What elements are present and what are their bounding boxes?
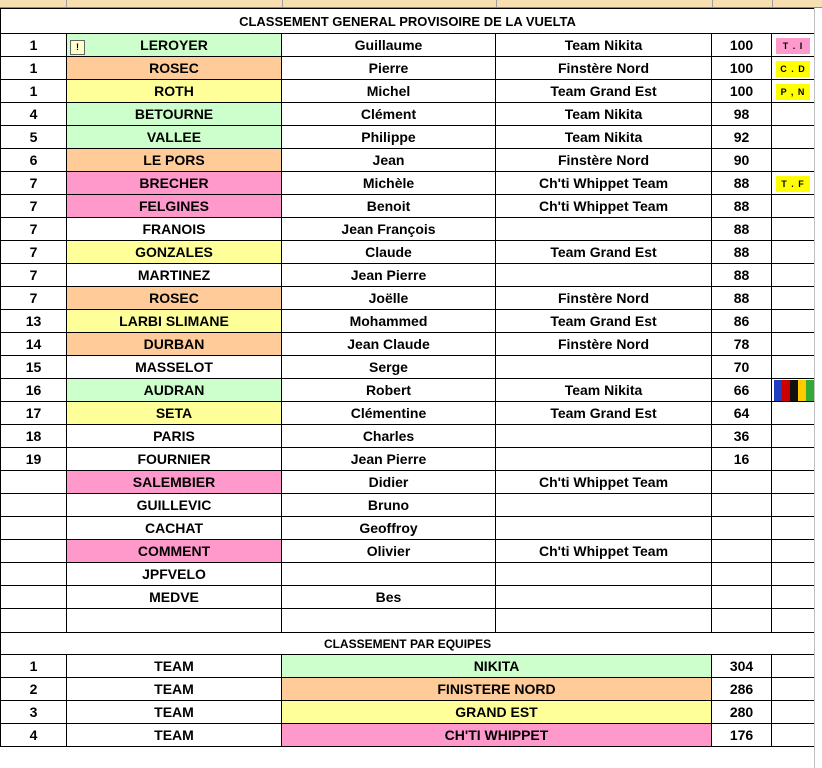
team-rank-cell[interactable]: 2 (1, 678, 67, 701)
points-cell[interactable]: 70 (712, 356, 772, 379)
firstname-cell[interactable]: Michel (282, 80, 496, 103)
team-cell[interactable] (496, 586, 712, 609)
firstname-cell[interactable]: Jean Pierre (282, 264, 496, 287)
rank-cell[interactable]: 7 (1, 264, 67, 287)
points-cell[interactable]: 88 (712, 264, 772, 287)
surname-cell[interactable]: MASSELOT (67, 356, 282, 379)
team-cell[interactable]: Finstère Nord (496, 149, 712, 172)
empty-cell[interactable] (772, 678, 815, 701)
firstname-cell[interactable]: Olivier (282, 540, 496, 563)
rider-row (1, 126, 815, 149)
points-cell[interactable]: 100 (712, 34, 772, 57)
team-cell[interactable] (496, 425, 712, 448)
sheet-right-edge (814, 8, 822, 768)
firstname-cell[interactable]: Claude (282, 241, 496, 264)
surname-cell[interactable]: DURBAN (67, 333, 282, 356)
surname-cell[interactable]: PARIS (67, 425, 282, 448)
rider-row (1, 103, 815, 126)
badge-cell[interactable] (772, 80, 815, 103)
team-rank-cell[interactable]: 4 (1, 724, 67, 747)
rider-row (1, 195, 815, 218)
empty-cell[interactable] (712, 609, 772, 633)
rank-cell[interactable]: 19 (1, 448, 67, 471)
points-cell[interactable]: 36 (712, 425, 772, 448)
team-label-cell[interactable]: TEAM (67, 655, 282, 678)
firstname-cell[interactable]: Michèle (282, 172, 496, 195)
team-name-cell[interactable]: FINISTERE NORD (282, 678, 712, 701)
surname-cell[interactable]: LE PORS (67, 149, 282, 172)
team-label-cell[interactable]: TEAM (67, 678, 282, 701)
badge-cell[interactable] (772, 34, 815, 57)
rank-cell[interactable]: 16 (1, 379, 67, 402)
rank-cell[interactable]: 7 (1, 195, 67, 218)
points-cell[interactable]: 66 (712, 379, 772, 402)
badge-cell[interactable] (772, 218, 815, 241)
empty-cell[interactable] (282, 609, 496, 633)
team-cell[interactable] (496, 517, 712, 540)
empty-cell[interactable] (772, 609, 815, 633)
team-points-cell[interactable]: 176 (712, 724, 772, 747)
rank-cell[interactable]: 1 (1, 34, 67, 57)
badge-cell[interactable] (772, 379, 815, 402)
badge-cell[interactable] (772, 563, 815, 586)
jersey-badge: T . F (776, 176, 810, 192)
team-cell[interactable]: Team Grand Est (496, 310, 712, 333)
badge-cell[interactable] (772, 149, 815, 172)
badge-cell[interactable] (772, 310, 815, 333)
rider-row (1, 563, 815, 586)
general-ranking-title[interactable]: CLASSEMENT GENERAL PROVISOIRE DE LA VUELTA (1, 9, 815, 34)
empty-cell[interactable] (772, 655, 815, 678)
team-cell[interactable]: Ch'ti Whippet Team (496, 195, 712, 218)
rider-row (1, 34, 815, 57)
surname-cell[interactable]: SALEMBIER (67, 471, 282, 494)
surname-cell[interactable]: ROSEC (67, 57, 282, 80)
badge-cell[interactable] (772, 264, 815, 287)
rider-row (1, 287, 815, 310)
team-cell[interactable]: Team Nikita (496, 126, 712, 149)
rider-row (1, 57, 815, 80)
team-name-cell[interactable]: CH'TI WHIPPET (282, 724, 712, 747)
team-cell[interactable]: Finstère Nord (496, 287, 712, 310)
surname-cell[interactable]: GONZALES (67, 241, 282, 264)
surname-cell[interactable]: GUILLEVIC (67, 494, 282, 517)
rider-row (1, 540, 815, 563)
badge-cell[interactable] (772, 126, 815, 149)
rank-cell[interactable]: 7 (1, 218, 67, 241)
team-cell[interactable]: Team Grand Est (496, 80, 712, 103)
surname-cell[interactable]: FRANOIS (67, 218, 282, 241)
team-row (1, 655, 815, 678)
team-row (1, 701, 815, 724)
rider-row (1, 310, 815, 333)
surname-cell[interactable]: BRECHER (67, 172, 282, 195)
badge-cell[interactable] (772, 356, 815, 379)
team-label-cell[interactable]: TEAM (67, 724, 282, 747)
firstname-cell[interactable]: Jean François (282, 218, 496, 241)
badge-cell[interactable] (772, 333, 815, 356)
team-cell[interactable]: Team Grand Est (496, 241, 712, 264)
surname-cell[interactable]: LEROYER (67, 34, 282, 57)
surname-cell[interactable]: FELGINES (67, 195, 282, 218)
team-row (1, 678, 815, 701)
rank-cell[interactable]: 6 (1, 149, 67, 172)
team-cell[interactable]: Team Nikita (496, 379, 712, 402)
firstname-cell[interactable]: Joëlle (282, 287, 496, 310)
surname-cell[interactable]: BETOURNE (67, 103, 282, 126)
points-cell[interactable] (712, 563, 772, 586)
team-cell[interactable] (496, 494, 712, 517)
jersey-badge: P , N (776, 84, 810, 100)
points-cell[interactable]: 86 (712, 310, 772, 333)
points-cell[interactable] (712, 471, 772, 494)
team-rank-cell[interactable]: 3 (1, 701, 67, 724)
flag-stripe (798, 380, 806, 401)
team-cell[interactable]: Finstère Nord (496, 333, 712, 356)
jersey-badge: C . D (776, 61, 810, 77)
firstname-cell[interactable]: Philippe (282, 126, 496, 149)
surname-cell[interactable]: COMMENT (67, 540, 282, 563)
rider-row (1, 494, 815, 517)
firstname-cell[interactable]: Charles (282, 425, 496, 448)
surname-cell[interactable]: MARTINEZ (67, 264, 282, 287)
rank-cell[interactable]: 18 (1, 425, 67, 448)
rider-row (1, 218, 815, 241)
empty-cell[interactable] (496, 609, 712, 633)
team-cell[interactable] (496, 563, 712, 586)
surname-cell[interactable]: SETA (67, 402, 282, 425)
empty-cell[interactable] (1, 609, 67, 633)
rider-row (1, 356, 815, 379)
points-cell[interactable]: 64 (712, 402, 772, 425)
rider-row (1, 425, 815, 448)
surname-cell[interactable]: AUDRAN (67, 379, 282, 402)
rider-row (1, 517, 815, 540)
surname-cell[interactable]: JPFVELO (67, 563, 282, 586)
rank-cell[interactable]: 13 (1, 310, 67, 333)
team-cell[interactable]: Ch'ti Whippet Team (496, 540, 712, 563)
rank-cell[interactable] (1, 563, 67, 586)
firstname-cell[interactable]: Benoit (282, 195, 496, 218)
firstname-cell[interactable]: Bes (282, 586, 496, 609)
jersey-badge: T . I (776, 38, 810, 54)
rider-row (1, 264, 815, 287)
badge-cell[interactable] (772, 402, 815, 425)
firstname-cell[interactable]: Jean Pierre (282, 448, 496, 471)
badge-cell[interactable] (772, 103, 815, 126)
points-cell[interactable]: 16 (712, 448, 772, 471)
badge-cell[interactable] (772, 448, 815, 471)
firstname-cell[interactable]: Jean (282, 149, 496, 172)
rider-row (1, 241, 815, 264)
badge-cell[interactable] (772, 586, 815, 609)
ranking-table (0, 8, 815, 747)
rank-cell[interactable] (1, 494, 67, 517)
rank-cell[interactable] (1, 540, 67, 563)
team-points-cell[interactable]: 280 (712, 701, 772, 724)
points-cell[interactable] (712, 494, 772, 517)
firstname-cell[interactable]: Clément (282, 103, 496, 126)
rider-row (1, 80, 815, 103)
rank-cell[interactable]: 1 (1, 80, 67, 103)
badge-cell[interactable] (772, 195, 815, 218)
flag-stripe (782, 380, 790, 401)
firstname-cell[interactable]: Robert (282, 379, 496, 402)
team-cell[interactable]: Team Nikita (496, 34, 712, 57)
points-cell[interactable]: 88 (712, 287, 772, 310)
points-cell[interactable]: 98 (712, 103, 772, 126)
team-name-cell[interactable]: GRAND EST (282, 701, 712, 724)
points-cell[interactable]: 88 (712, 172, 772, 195)
badge-cell[interactable] (772, 471, 815, 494)
points-cell[interactable]: 92 (712, 126, 772, 149)
badge-cell[interactable] (772, 287, 815, 310)
surname-cell[interactable]: CACHAT (67, 517, 282, 540)
points-cell[interactable] (712, 517, 772, 540)
team-name-cell[interactable]: NIKITA (282, 655, 712, 678)
team-points-cell[interactable]: 286 (712, 678, 772, 701)
points-cell[interactable]: 88 (712, 195, 772, 218)
rainbow-flag-icon (774, 380, 814, 401)
team-rank-cell[interactable]: 1 (1, 655, 67, 678)
surname-cell[interactable]: VALLEE (67, 126, 282, 149)
rank-cell[interactable] (1, 517, 67, 540)
team-cell[interactable]: Finstère Nord (496, 57, 712, 80)
rank-cell[interactable]: 7 (1, 241, 67, 264)
rider-row (1, 379, 815, 402)
team-cell[interactable] (496, 218, 712, 241)
firstname-cell[interactable]: Didier (282, 471, 496, 494)
firstname-cell[interactable]: Geoffroy (282, 517, 496, 540)
firstname-cell[interactable]: Clémentine (282, 402, 496, 425)
rank-cell[interactable] (1, 471, 67, 494)
rank-cell[interactable]: 14 (1, 333, 67, 356)
points-cell[interactable]: 88 (712, 241, 772, 264)
badge-cell[interactable] (772, 425, 815, 448)
surname-cell[interactable]: ROTH (67, 80, 282, 103)
surname-cell[interactable]: MEDVE (67, 586, 282, 609)
team-cell[interactable] (496, 264, 712, 287)
points-cell[interactable]: 78 (712, 333, 772, 356)
badge-cell[interactable] (772, 494, 815, 517)
points-cell[interactable]: 100 (712, 57, 772, 80)
firstname-cell[interactable]: Guillaume (282, 34, 496, 57)
rank-cell[interactable]: 5 (1, 126, 67, 149)
badge-cell[interactable] (772, 241, 815, 264)
team-points-cell[interactable]: 304 (712, 655, 772, 678)
rank-cell[interactable]: 17 (1, 402, 67, 425)
warning-icon[interactable]: ! (70, 40, 85, 55)
rank-cell[interactable]: 7 (1, 172, 67, 195)
team-cell[interactable] (496, 448, 712, 471)
badge-cell[interactable] (772, 517, 815, 540)
points-cell[interactable]: 88 (712, 218, 772, 241)
points-cell[interactable]: 90 (712, 149, 772, 172)
firstname-cell[interactable]: Jean Claude (282, 333, 496, 356)
surname-cell[interactable]: LARBI SLIMANE (67, 310, 282, 333)
firstname-cell[interactable]: Pierre (282, 57, 496, 80)
rank-cell[interactable]: 1 (1, 57, 67, 80)
empty-cell[interactable] (772, 701, 815, 724)
flag-stripe (774, 380, 782, 401)
team-cell[interactable]: Team Grand Est (496, 402, 712, 425)
surname-cell[interactable]: ROSEC (67, 287, 282, 310)
badge-cell[interactable] (772, 172, 815, 195)
badge-cell[interactable] (772, 540, 815, 563)
firstname-cell[interactable]: Bruno (282, 494, 496, 517)
rank-cell[interactable]: 7 (1, 287, 67, 310)
team-cell[interactable] (496, 356, 712, 379)
rank-cell[interactable]: 15 (1, 356, 67, 379)
empty-cell[interactable] (67, 609, 282, 633)
team-row (1, 724, 815, 747)
team-cell[interactable]: Ch'ti Whippet Team (496, 172, 712, 195)
firstname-cell[interactable]: Mohammed (282, 310, 496, 333)
firstname-cell[interactable]: Serge (282, 356, 496, 379)
rank-cell[interactable]: 4 (1, 103, 67, 126)
flag-stripe (790, 380, 798, 401)
rank-cell[interactable] (1, 586, 67, 609)
rider-row (1, 471, 815, 494)
rider-row (1, 448, 815, 471)
column-header-strip[interactable] (0, 0, 822, 8)
team-cell[interactable]: Ch'ti Whippet Team (496, 471, 712, 494)
points-cell[interactable]: 100 (712, 80, 772, 103)
firstname-cell[interactable] (282, 563, 496, 586)
rider-row (1, 172, 815, 195)
empty-cell[interactable] (772, 724, 815, 747)
surname-cell[interactable]: FOURNIER (67, 448, 282, 471)
rider-row (1, 149, 815, 172)
rider-row (1, 402, 815, 425)
empty-row (1, 609, 815, 633)
team-cell[interactable]: Team Nikita (496, 103, 712, 126)
rider-row (1, 586, 815, 609)
team-ranking-title[interactable]: CLASSEMENT PAR EQUIPES (1, 633, 815, 655)
team-label-cell[interactable]: TEAM (67, 701, 282, 724)
points-cell[interactable] (712, 540, 772, 563)
badge-cell[interactable] (772, 57, 815, 80)
rider-row (1, 333, 815, 356)
points-cell[interactable] (712, 586, 772, 609)
flag-stripe (806, 380, 814, 401)
